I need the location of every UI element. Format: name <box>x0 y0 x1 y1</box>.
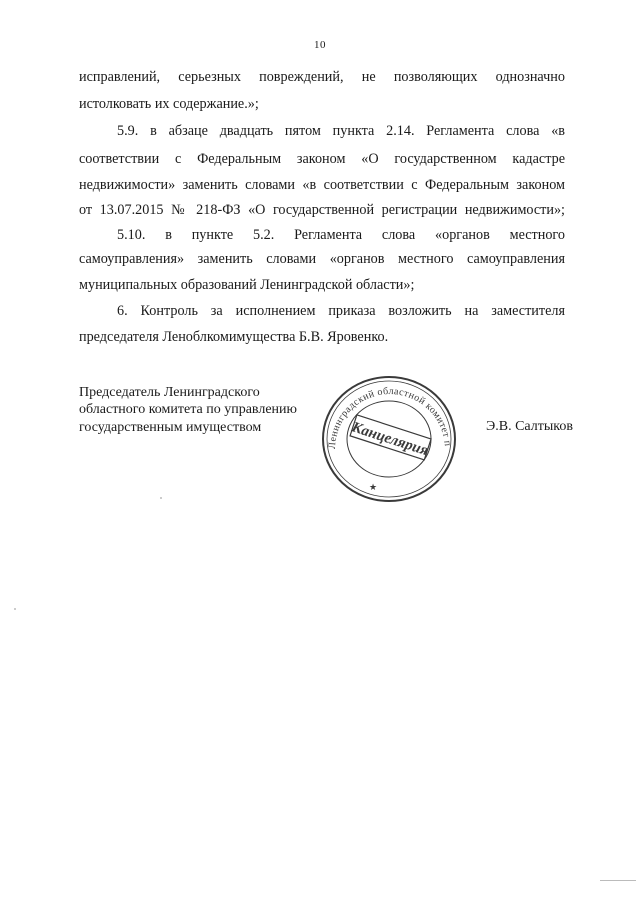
body-line-3: 5.9. в абзаце двадцать пятом пункта 2.14. Регламента слова «в <box>117 123 565 139</box>
signer-name: Э.В. Салтыков <box>486 419 573 434</box>
page-edge-mark <box>600 880 636 881</box>
scan-artifact <box>14 608 16 610</box>
scan-artifact <box>160 497 162 499</box>
page-number: 10 <box>314 39 326 51</box>
body-line-4: соответствии с Федеральным законом «О государственном кадастре <box>79 151 565 167</box>
stamp-center-text: Канцелярия <box>349 419 431 460</box>
signer-position-line-3: государственным имуществом <box>79 420 262 435</box>
signer-position-line-1: Председатель Ленинградского <box>79 385 260 400</box>
stamp-star-icon: ★ <box>369 482 378 492</box>
stamp-outer-text: Ленинградский областной комитет п <box>326 385 453 450</box>
body-line-7: 5.10. в пункте 5.2. Регламента слова «органов местного <box>117 227 565 243</box>
official-stamp <box>305 364 465 514</box>
signer-position-line-2: областного комитета по управлению <box>79 402 297 417</box>
body-line-10: 6. Контроль за исполнением приказа возложить на заместителя <box>117 303 565 319</box>
body-line-1: исправлений, серьезных повреждений, не позволяющих однозначно <box>79 69 565 85</box>
body-line-2: истолковать их содержание.»; <box>79 96 259 112</box>
stamp-seal-icon <box>305 364 465 514</box>
body-line-11: председателя Леноблкомимущества Б.В. Яровенко. <box>79 329 389 345</box>
body-line-6: от 13.07.2015 № 218-ФЗ «О государственной регистрации недвижимости»; <box>79 202 565 218</box>
body-line-9: муниципальных образований Ленинградской области»; <box>79 277 415 293</box>
body-line-5: недвижимости» заменить словами «в соответствии с Федеральным законом <box>79 177 565 193</box>
body-line-8: самоуправления» заменить словами «органов местного самоуправления <box>79 251 565 267</box>
